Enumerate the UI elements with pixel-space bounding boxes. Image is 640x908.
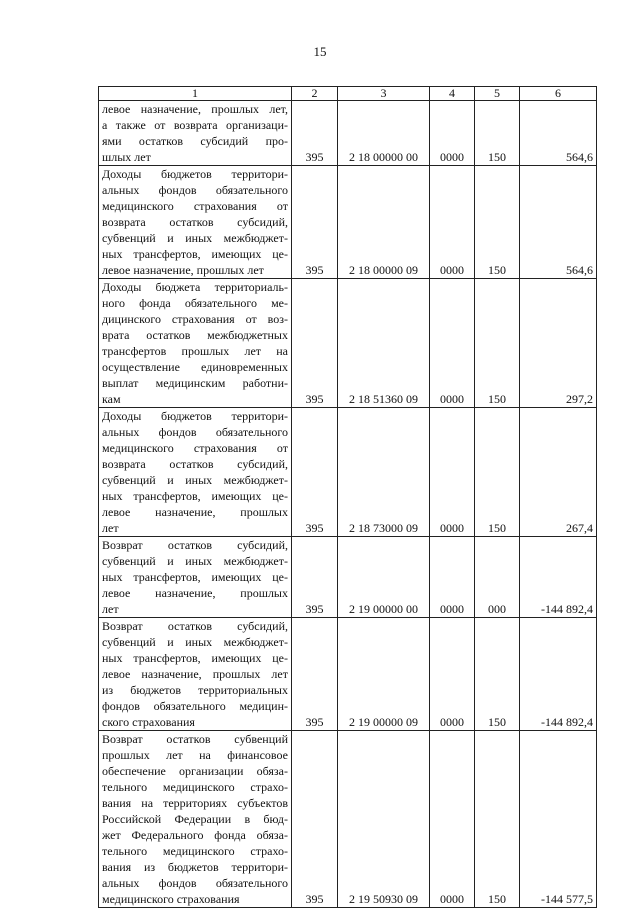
admin-code: 395 [292, 408, 338, 537]
description-line: Возврат остатков субсидий, [102, 619, 288, 633]
admin-code: 395 [292, 537, 338, 618]
description-line: ного фонда обязательного ме- [102, 296, 288, 310]
description-line: дицинского страхования от воз- [102, 312, 288, 326]
description-line: ных трансфертов, имеющих це- [102, 247, 288, 261]
description-line: субвенций и иных межбюджет- [102, 635, 288, 649]
row-description [99, 731, 292, 908]
description-line: ями остатков субсидий про- [102, 134, 288, 148]
amount: 297,2 [520, 279, 597, 408]
row-description [99, 537, 292, 618]
description-line: кам [102, 392, 121, 406]
description-line: левое назначение, прошлых лет, [102, 102, 288, 116]
description-line: левое назначение, прошлых [102, 586, 288, 600]
subtype-code: 0000 [430, 408, 475, 537]
amount: 267,4 [520, 408, 597, 537]
column-header: 2 [292, 87, 338, 101]
admin-code: 395 [292, 279, 338, 408]
description-line: левое назначение, прошлых [102, 505, 288, 519]
kind-code: 150 [475, 166, 520, 279]
description-line: медицинского страхования от [102, 441, 288, 455]
description-line: фондов обязательного медицин- [102, 699, 288, 713]
budget-classification-code: 2 18 51360 09 [338, 279, 430, 408]
description-line: медицинского страхования от [102, 199, 288, 213]
column-header: 3 [338, 87, 430, 101]
subtype-code: 0000 [430, 101, 475, 166]
description-line: прошлых лет на финансовое [102, 748, 288, 762]
budget-classification-code: 2 19 00000 09 [338, 618, 430, 731]
description-line: ского страхования [102, 715, 195, 729]
description-line: левое назначение, прошлых лет [102, 667, 288, 681]
subtype-code: 0000 [430, 166, 475, 279]
description-line: субвенций и иных межбюджет- [102, 231, 288, 245]
admin-code: 395 [292, 731, 338, 908]
description-line: вания из бюджетов территори- [102, 860, 288, 874]
description-line: возврата остатков субсидий, [102, 215, 288, 229]
amount: -144 577,5 [520, 731, 597, 908]
admin-code: 395 [292, 618, 338, 731]
table-row [99, 731, 597, 908]
column-header: 1 [99, 87, 292, 101]
description-line: лет [102, 602, 119, 616]
subtype-code: 0000 [430, 279, 475, 408]
table-row [99, 279, 597, 408]
description-line: Возврат остатков субвенций [102, 732, 288, 746]
description-line: Доходы бюджетов территори- [102, 167, 288, 181]
description-line: Возврат остатков субсидий, [102, 538, 288, 552]
budget-classification-code: 2 18 73000 09 [338, 408, 430, 537]
row-description [99, 408, 292, 537]
description-line: ных трансфертов, имеющих це- [102, 489, 288, 503]
budget-classification-code: 2 19 00000 00 [338, 537, 430, 618]
description-line: осуществление единовременных [102, 360, 288, 374]
description-line: альных фондов обязательного [102, 425, 288, 439]
table-header-row [99, 87, 597, 101]
description-line: левое назначение, прошлых лет [102, 263, 264, 277]
column-header: 6 [520, 87, 597, 101]
description-line: Доходы бюджетов территори- [102, 409, 288, 423]
description-line: выплат медицинским работни- [102, 376, 288, 390]
description-line: жет Федерального фонда обяза- [102, 828, 288, 842]
description-line: шлых лет [102, 150, 151, 164]
kind-code: 000 [475, 537, 520, 618]
row-description [99, 166, 292, 279]
table-row [99, 537, 597, 618]
description-line: из бюджетов территориальных [102, 683, 288, 697]
budget-classification-code: 2 18 00000 09 [338, 166, 430, 279]
description-line: ных трансфертов, имеющих це- [102, 651, 288, 665]
table-row [99, 166, 597, 279]
description-line: медицинского страхования [102, 892, 240, 906]
row-description [99, 618, 292, 731]
description-line: субвенций и иных межбюджет- [102, 473, 288, 487]
table-row [99, 618, 597, 731]
table-row [99, 101, 597, 166]
description-line: альных фондов обязательного [102, 183, 288, 197]
admin-code: 395 [292, 166, 338, 279]
budget-classification-code: 2 18 00000 00 [338, 101, 430, 166]
description-line: трансфертов прошлых лет на [102, 344, 288, 358]
kind-code: 150 [475, 408, 520, 537]
row-description [99, 101, 292, 166]
description-line: альных фондов обязательного [102, 876, 288, 890]
amount: 564,6 [520, 166, 597, 279]
table-row [99, 408, 597, 537]
page-number: 15 [313, 44, 327, 59]
column-header: 5 [475, 87, 520, 101]
amount: 564,6 [520, 101, 597, 166]
description-line: тельного медицинского страхо- [102, 844, 288, 858]
description-line: ных трансфертов, имеющих це- [102, 570, 288, 584]
subtype-code: 0000 [430, 537, 475, 618]
description-line: лет [102, 521, 119, 535]
row-description [99, 279, 292, 408]
kind-code: 150 [475, 618, 520, 731]
kind-code: 150 [475, 731, 520, 908]
amount: -144 892,4 [520, 537, 597, 618]
description-line: тельного медицинского страхо- [102, 780, 288, 794]
kind-code: 150 [475, 279, 520, 408]
kind-code: 150 [475, 101, 520, 166]
budget-classification-code: 2 19 50930 09 [338, 731, 430, 908]
description-line: вания на территориях субъектов [102, 796, 288, 810]
description-line: врата остатков межбюджетных [102, 328, 288, 342]
description-line: Доходы бюджета территориаль- [102, 280, 288, 294]
amount: -144 892,4 [520, 618, 597, 731]
admin-code: 395 [292, 101, 338, 166]
description-line: Российской Федерации в бюд- [102, 812, 288, 826]
description-line: а также от возврата организаци- [102, 118, 288, 132]
description-line: возврата остатков субсидий, [102, 457, 288, 471]
budget-table [98, 86, 597, 908]
column-header: 4 [430, 87, 475, 101]
description-line: обеспечение организации обяза- [102, 764, 288, 778]
subtype-code: 0000 [430, 618, 475, 731]
description-line: субвенций и иных межбюджет- [102, 554, 288, 568]
subtype-code: 0000 [430, 731, 475, 908]
